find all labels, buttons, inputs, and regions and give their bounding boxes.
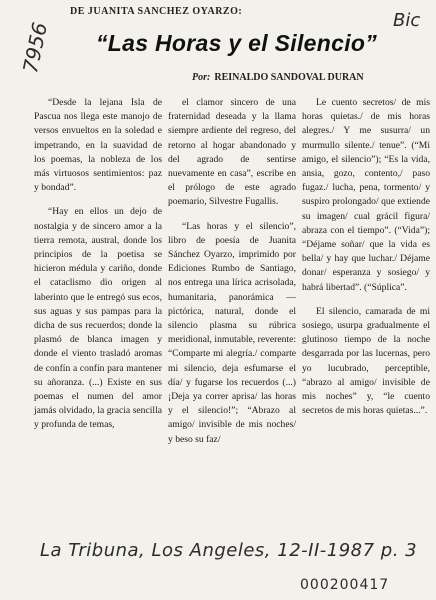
column-3-paragraph: Le cuento secretos/ de mis horas quietas./ de mis horas alegres./ Y me susurra/ un murmullo silente./ tenue”. (“Mi amigo, el silencio”); “Es la vida, ansia, gozo, contento,/ paso fugaz./ lucha, pena, tormento/ y suspiro prolongado/ que extiende su imagen/ cual grácil figura/ abraza con el tiempo”. (“Vida”); “Déjame soñar/ que la vida es bella/ y hay que luchar./ Déjame donar/ esperanza y sosiego/ y habrá libertad”. (“Súplica”.	[302, 97, 430, 293]
handwritten-catalog-code: 7956	[18, 20, 53, 75]
column-1-paragraph: “Hay en ellos un dejo de nostalgia y de sincero amor a la tierra remota, austral, donde los principios de la poetisa se hicieron médula y cariño, donde el cataclismo dio origen al laberinto que le entregó sus ecos, sus aguas y sus pampas para la dicha de sus recuerdos; donde la plasmó de blanca imagen y donde el viento trasladó aromas de confín a confín para mantener su añoranza. (...) Existe en sus poemas el numen del amor jamás olvidado, la gracia sencilla y profunda de temas,	[34, 206, 162, 431]
article-title: “Las Horas y el Silencio”	[96, 30, 378, 56]
column-3-paragraph: El silencio, camarada de mi sosiego, usurpa gradualmente el glutinoso tiempo de la noche desgarrada por las lucernas, pero yo lucubrado, perceptible, “abrazo al amigo/ invisible de mis noches” y, “le cuento secretos de mis horas quietas...”.	[302, 305, 430, 417]
article-column-3	[302, 96, 430, 428]
column-2-paragraph: “Las horas y el silencio”, libro de poesía de Juanita Sánchez Oyarzo, imprimido por Ediciones Rumbo de Santiago, nos entrega una lírica acrisolada, humanitaria, panorámica — pictórica, natural, donde el silencio plasma su rúbrica meridional, inmutable, reverente: “Comparte mi alegría./ comparte mi silencio, deja esfumarse el día/ y fugarse los recuerdos (...) ¡Deja ya correr aprisa/ las horas y el silencio!”; “Abrazo al amigo/ invisible de mis noches/ y beso su faz/	[168, 220, 296, 445]
byline-author: REINALDO SANDOVAL DURAN	[214, 72, 364, 83]
article-kicker: DE JUANITA SANCHEZ OYARZO:	[70, 6, 243, 17]
byline-prefix: Por:	[192, 72, 211, 83]
handwritten-bic-note: Bic	[393, 10, 421, 31]
column-2-paragraph: el clamor sincero de una fraternidad deseada y la llama siempre ardiente del regreso, del retorno al hogar abandonado y del agrado de sentirse nuevamente en casa”, escribe en el prólogo de este agrado poemario, Silvestre Fugallis.	[168, 97, 296, 208]
article-byline	[192, 72, 364, 83]
article-column-2	[168, 96, 296, 457]
archive-stamp-number: 000200417	[300, 577, 390, 593]
article-column-1	[34, 96, 162, 443]
handwritten-source-citation: La Tribuna, Los Angeles, 12-II-1987 p. 3	[40, 540, 418, 561]
column-1-paragraph: “Desde la lejana Isla de Pascua nos llega este manojo de versos envueltos en la soledad e impetrando, en la suavidad de los poemas, la nobleza de los más virtuosos sentimientos: paz y bondad”.	[34, 97, 162, 194]
